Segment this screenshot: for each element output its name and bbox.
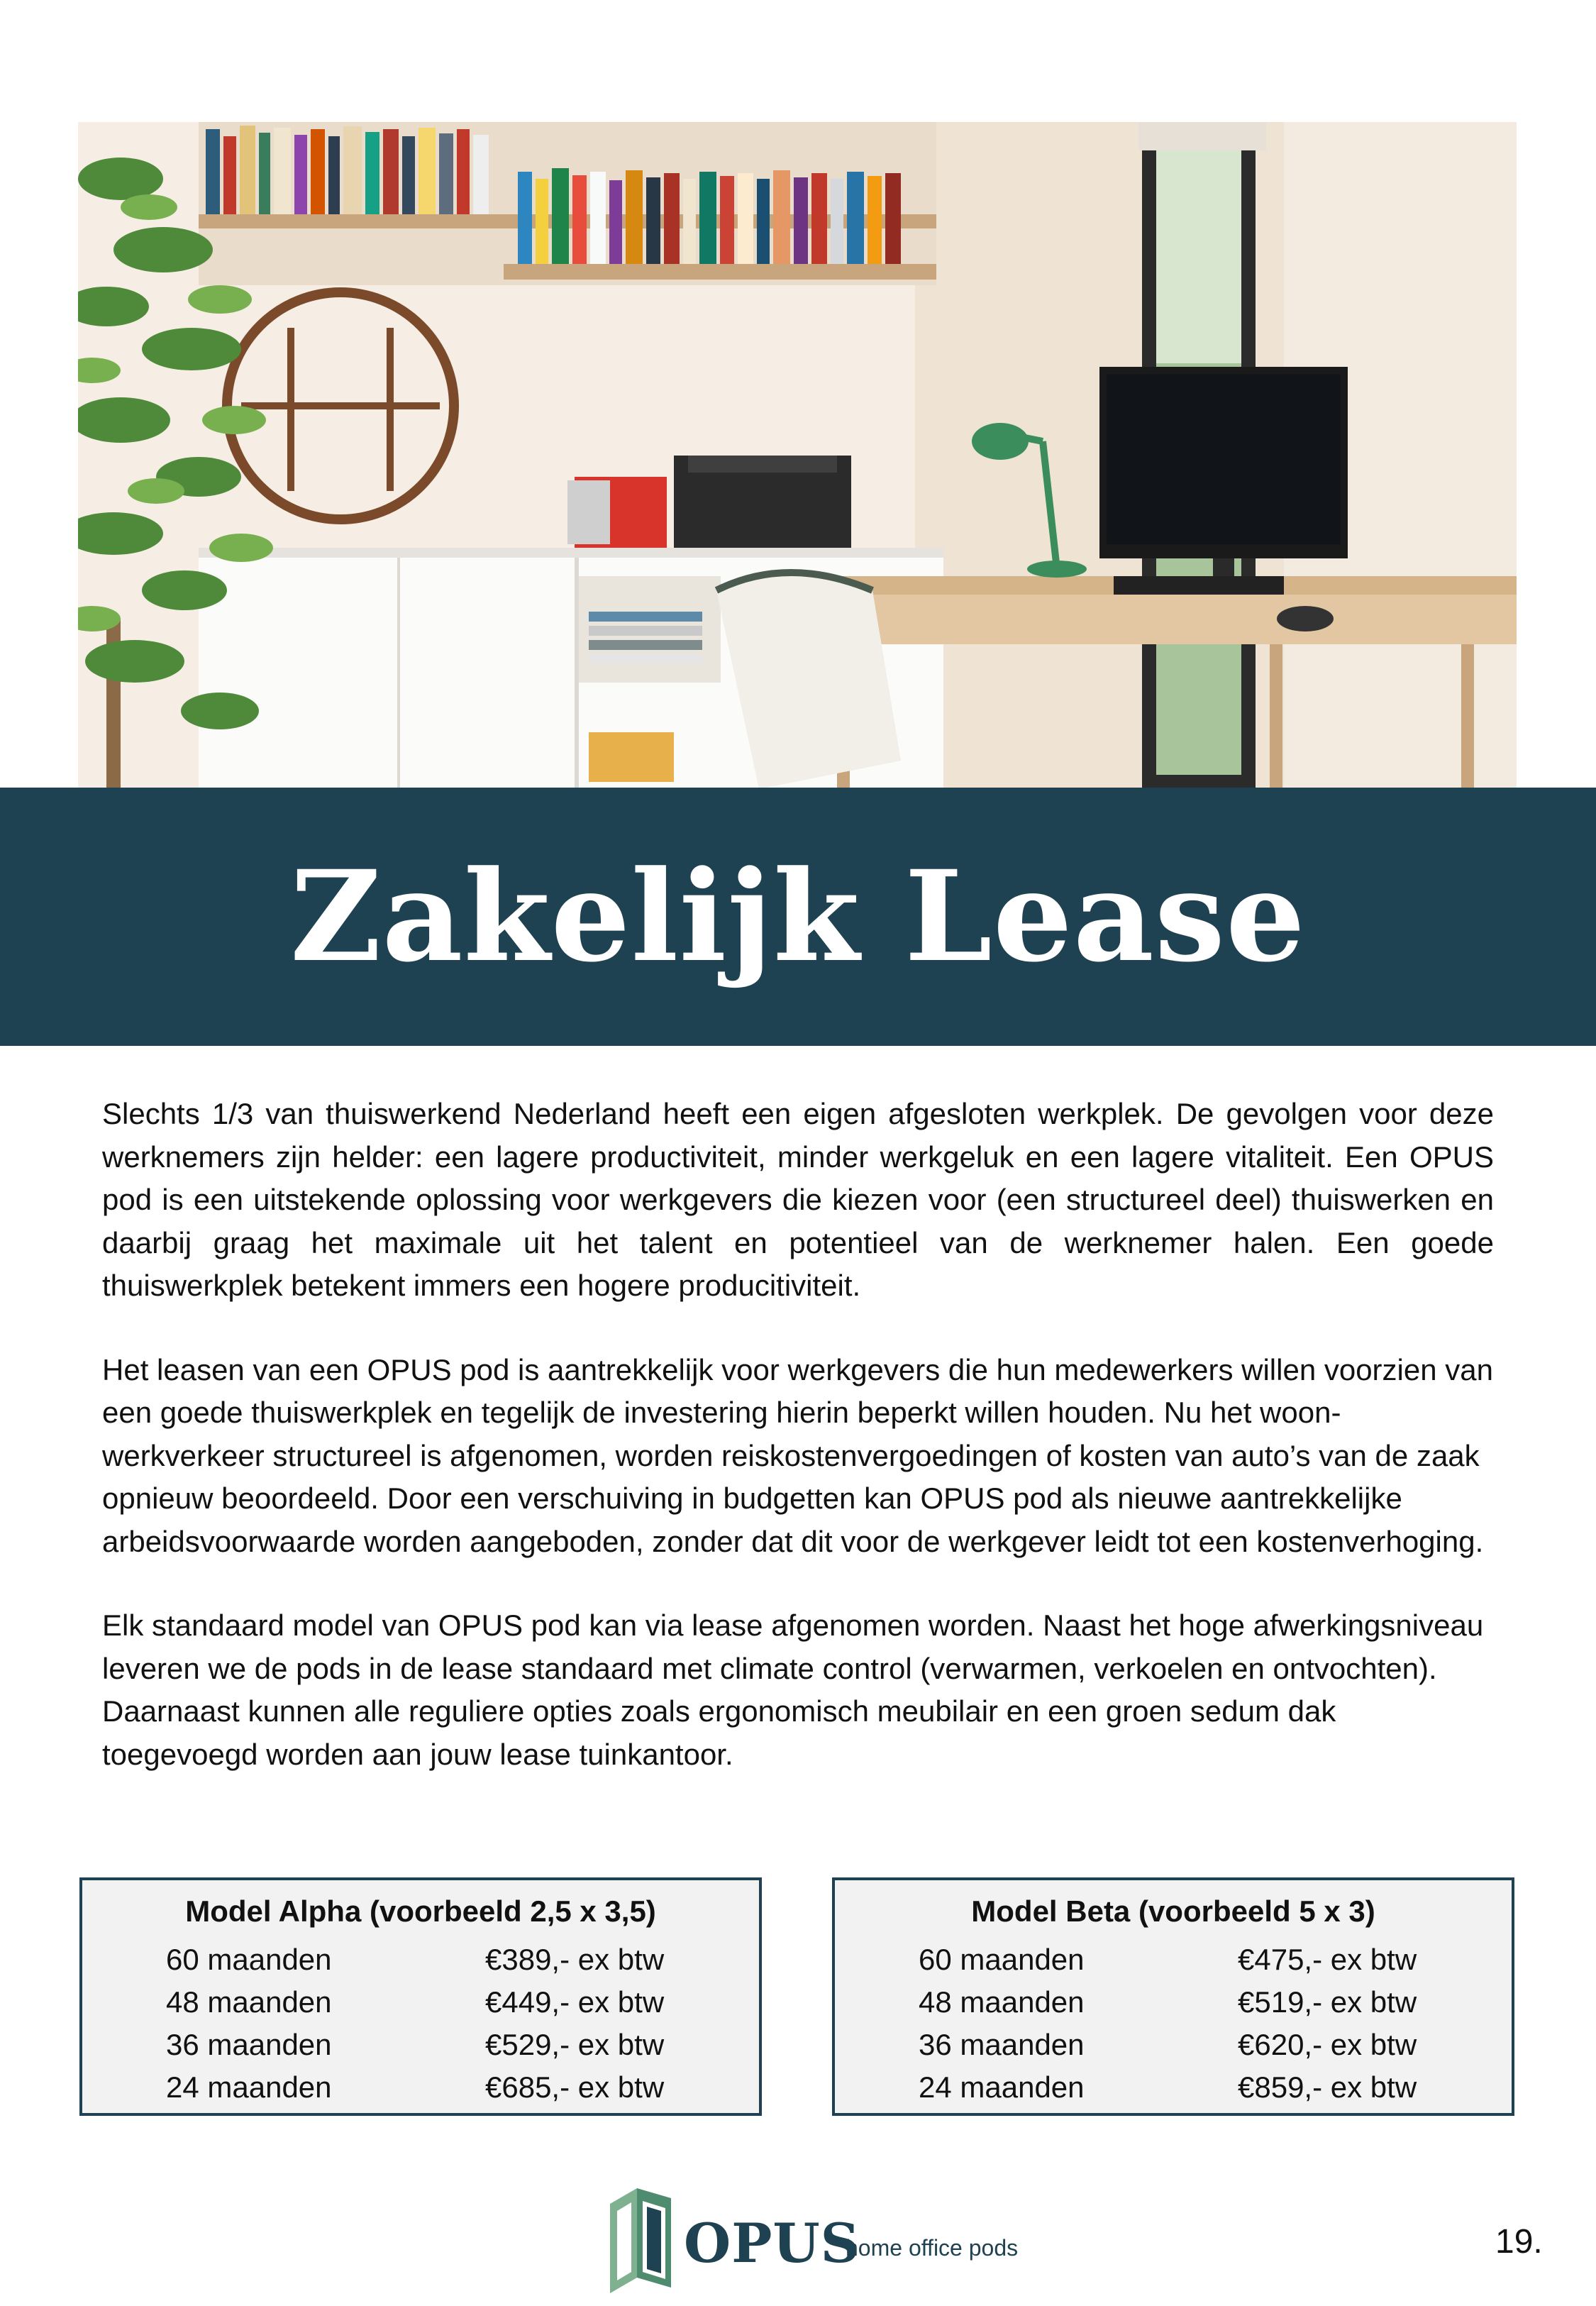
paragraph-intro: Slechts 1/3 van thuiswerkend Nederland heeft een eigen afgesloten werkplek. De gevolgen voor deze werknemers zijn helder: een lagere productiviteit, minder werkgeluk en een lagere vitaliteit. Een OPUS pod is een uitstekende oplossing voor werkgevers die kiezen voor (een structureel deel) thuiswerken en daarbij graag het maximale uit het talent en potentieel van de werknemer halen. Een goede thuiswerkplek betekent immers een hogere producitiviteit. xyxy=(102,1097,1494,1302)
pricing-title: Model Alpha (voorbeeld 2,5 x 3,5) xyxy=(185,1894,656,1928)
pricing-price: €620,- ex btw xyxy=(1238,2028,1417,2061)
pricing-price: €449,- ex btw xyxy=(485,1985,665,2019)
pricing-row xyxy=(166,1938,705,1981)
brand-tagline: home office pods xyxy=(846,2235,1019,2261)
pricing-term: 36 maanden xyxy=(166,2028,332,2061)
pricing-row xyxy=(166,2024,705,2066)
pricing-price: €529,- ex btw xyxy=(485,2028,665,2061)
pricing-term: 60 maanden xyxy=(919,1943,1085,1976)
pricing-box-beta xyxy=(832,1877,1514,2116)
page-number: 19. xyxy=(1495,2223,1543,2261)
hero-photo xyxy=(78,122,1517,789)
pricing-term: 24 maanden xyxy=(166,2070,332,2104)
pricing-row xyxy=(919,2024,1458,2066)
pricing-price: €859,- ex btw xyxy=(1238,2070,1417,2104)
pricing-row xyxy=(166,1981,705,2024)
paragraph-models: Elk standaard model van OPUS pod kan via lease afgenomen worden. Naast het hoge afwerkingsniveau leveren we de pods in de lease standaard met climate control (verwarmen, verkoelen en ontvochten). Daarnaast kunnen alle reguliere opties zoals ergonomisch meubilair en een groen sedum dak toegevoegd worden aan jouw lease tuinkantoor. xyxy=(102,1609,1484,1771)
pricing-price: €389,- ex btw xyxy=(485,1943,665,1976)
pricing-row xyxy=(166,2066,705,2109)
body-text xyxy=(102,1093,1494,1817)
brand-name: OPUS xyxy=(684,2212,860,2275)
pricing-term: 48 maanden xyxy=(166,1985,332,2019)
pricing-price: €685,- ex btw xyxy=(485,2070,665,2104)
opus-logo xyxy=(610,2188,1107,2295)
page-title: Zakelijk Lease xyxy=(290,843,1306,990)
pricing-term: 60 maanden xyxy=(166,1943,332,1976)
pricing-term: 24 maanden xyxy=(919,2070,1085,2104)
pricing-price: €519,- ex btw xyxy=(1238,1985,1417,2019)
pricing-row xyxy=(919,2066,1458,2109)
pricing-row xyxy=(919,1981,1458,2024)
opus-pod-icon xyxy=(610,2188,671,2293)
pricing-row xyxy=(919,1938,1458,1981)
pricing-price: €475,- ex btw xyxy=(1238,1943,1417,1976)
pricing-term: 36 maanden xyxy=(919,2028,1085,2061)
home-office-illustration xyxy=(78,122,1517,789)
pricing-title: Model Beta (voorbeeld 5 x 3) xyxy=(971,1894,1375,1928)
pricing-term: 48 maanden xyxy=(919,1985,1085,2019)
pricing-box-alpha xyxy=(79,1877,762,2116)
title-banner xyxy=(0,788,1596,1046)
paragraph-leasing: Het leasen van een OPUS pod is aantrekkelijk voor werkgevers die hun medewerkers willen voorzien van een goede thuiswerkplek en tegelijk de investering hierin beperkt willen houden. Nu het woon-werkverkeer structureel is afgenomen, worden reiskostenvergoedingen of kosten van auto’s van de zaak opnieuw beoordeeld. Door een verschuiving in budgetten kan OPUS pod als nieuwe aantrekkelijke arbeidsvoorwaarde worden aangeboden, zonder dat dit voor de werkgever leidt tot een kostenverhoging. xyxy=(102,1352,1493,1558)
